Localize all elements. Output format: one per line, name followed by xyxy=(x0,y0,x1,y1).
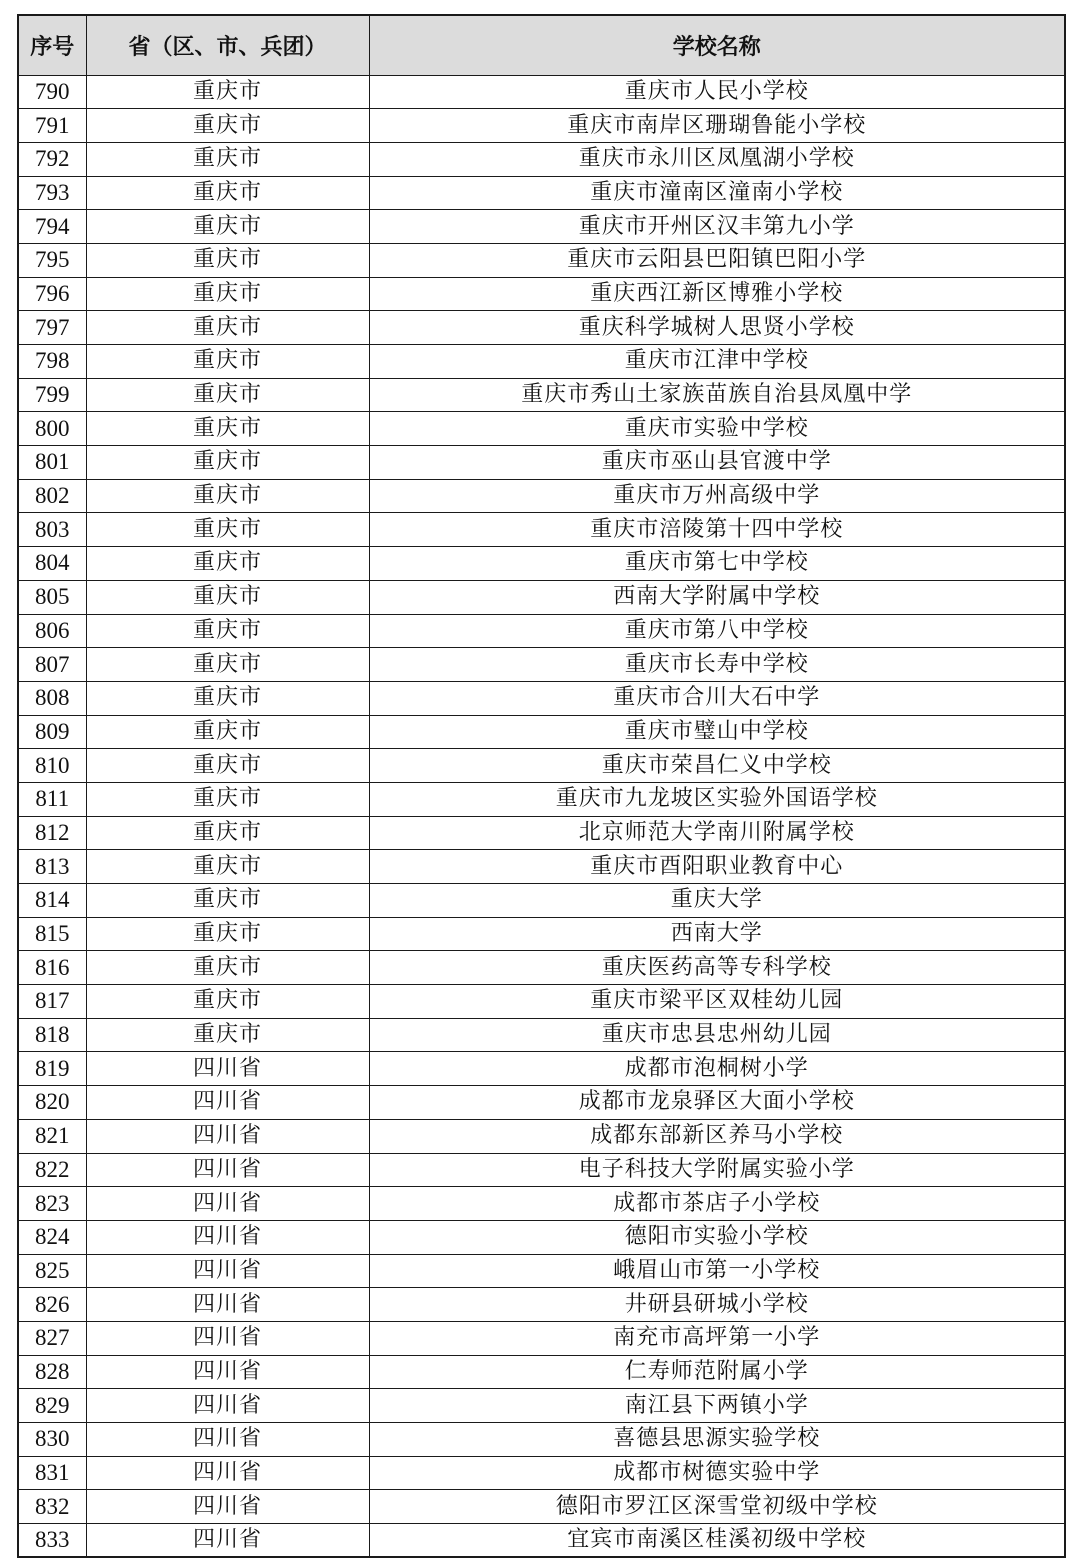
cell-seq: 826 xyxy=(18,1288,86,1322)
cell-seq: 791 xyxy=(18,109,86,143)
cell-school-name: 电子科技大学附属实验小学 xyxy=(369,1153,1065,1187)
cell-province: 四川省 xyxy=(86,1490,369,1524)
cell-province: 重庆市 xyxy=(86,648,369,682)
cell-school-name: 重庆市第七中学校 xyxy=(369,547,1065,581)
cell-seq: 790 xyxy=(18,75,86,109)
table-row xyxy=(18,210,1065,244)
cell-province: 重庆市 xyxy=(86,547,369,581)
cell-school-name: 重庆市荣昌仁义中学校 xyxy=(369,749,1065,783)
cell-school-name: 成都市泡桐树小学 xyxy=(369,1052,1065,1086)
cell-seq: 818 xyxy=(18,1018,86,1052)
cell-province: 重庆市 xyxy=(86,681,369,715)
cell-school-name: 重庆市开州区汉丰第九小学 xyxy=(369,210,1065,244)
cell-school-name: 重庆市酉阳职业教育中心 xyxy=(369,850,1065,884)
cell-seq: 814 xyxy=(18,884,86,918)
table-row xyxy=(18,749,1065,783)
table-row xyxy=(18,1119,1065,1153)
cell-school-name: 重庆大学 xyxy=(369,884,1065,918)
table-row xyxy=(18,1524,1065,1558)
cell-school-name: 重庆市江津中学校 xyxy=(369,345,1065,379)
cell-school-name: 重庆市第八中学校 xyxy=(369,614,1065,648)
cell-seq: 829 xyxy=(18,1389,86,1423)
table-row xyxy=(18,142,1065,176)
cell-province: 重庆市 xyxy=(86,479,369,513)
cell-province: 四川省 xyxy=(86,1288,369,1322)
cell-school-name: 重庆市长寿中学校 xyxy=(369,648,1065,682)
cell-seq: 809 xyxy=(18,715,86,749)
cell-province: 重庆市 xyxy=(86,345,369,379)
cell-seq: 832 xyxy=(18,1490,86,1524)
header-school-name: 学校名称 xyxy=(369,15,1065,75)
cell-province: 重庆市 xyxy=(86,884,369,918)
cell-seq: 830 xyxy=(18,1423,86,1457)
cell-province: 四川省 xyxy=(86,1389,369,1423)
cell-seq: 793 xyxy=(18,176,86,210)
cell-seq: 801 xyxy=(18,446,86,480)
cell-seq: 810 xyxy=(18,749,86,783)
cell-school-name: 重庆市璧山中学校 xyxy=(369,715,1065,749)
cell-school-name: 重庆市云阳县巴阳镇巴阳小学 xyxy=(369,243,1065,277)
table-row xyxy=(18,580,1065,614)
table-row xyxy=(18,277,1065,311)
table-row xyxy=(18,614,1065,648)
cell-school-name: 南充市高坪第一小学 xyxy=(369,1321,1065,1355)
table-row xyxy=(18,782,1065,816)
cell-province: 重庆市 xyxy=(86,176,369,210)
cell-school-name: 喜德县思源实验学校 xyxy=(369,1423,1065,1457)
cell-school-name: 重庆科学城树人思贤小学校 xyxy=(369,311,1065,345)
cell-school-name: 重庆市合川大石中学 xyxy=(369,681,1065,715)
cell-seq: 819 xyxy=(18,1052,86,1086)
table-body xyxy=(18,75,1065,1557)
table-row xyxy=(18,1355,1065,1389)
cell-seq: 808 xyxy=(18,681,86,715)
cell-province: 重庆市 xyxy=(86,412,369,446)
table-row xyxy=(18,176,1065,210)
table-row xyxy=(18,1490,1065,1524)
cell-province: 重庆市 xyxy=(86,243,369,277)
table-row xyxy=(18,1456,1065,1490)
table-row xyxy=(18,1321,1065,1355)
cell-school-name: 成都东部新区养马小学校 xyxy=(369,1119,1065,1153)
cell-seq: 796 xyxy=(18,277,86,311)
cell-province: 四川省 xyxy=(86,1423,369,1457)
cell-province: 重庆市 xyxy=(86,75,369,109)
table-row xyxy=(18,446,1065,480)
cell-seq: 815 xyxy=(18,917,86,951)
cell-seq: 825 xyxy=(18,1254,86,1288)
table-row xyxy=(18,345,1065,379)
table-row xyxy=(18,412,1065,446)
cell-school-name: 重庆市秀山土家族苗族自治县凤凰中学 xyxy=(369,378,1065,412)
table-row xyxy=(18,1389,1065,1423)
table-header xyxy=(18,15,1065,75)
cell-province: 重庆市 xyxy=(86,311,369,345)
cell-province: 四川省 xyxy=(86,1355,369,1389)
cell-school-name: 宜宾市南溪区桂溪初级中学校 xyxy=(369,1524,1065,1558)
cell-school-name: 重庆市巫山县官渡中学 xyxy=(369,446,1065,480)
cell-school-name: 重庆西江新区博雅小学校 xyxy=(369,277,1065,311)
cell-province: 四川省 xyxy=(86,1456,369,1490)
table-row xyxy=(18,513,1065,547)
cell-school-name: 成都市茶店子小学校 xyxy=(369,1187,1065,1221)
table-row xyxy=(18,75,1065,109)
cell-province: 重庆市 xyxy=(86,210,369,244)
table-row xyxy=(18,243,1065,277)
cell-seq: 813 xyxy=(18,850,86,884)
cell-seq: 820 xyxy=(18,1086,86,1120)
cell-school-name: 德阳市罗江区深雪堂初级中学校 xyxy=(369,1490,1065,1524)
table-row xyxy=(18,884,1065,918)
table-row xyxy=(18,1423,1065,1457)
cell-school-name: 重庆市万州高级中学 xyxy=(369,479,1065,513)
cell-school-name: 德阳市实验小学校 xyxy=(369,1220,1065,1254)
cell-seq: 803 xyxy=(18,513,86,547)
cell-school-name: 西南大学附属中学校 xyxy=(369,580,1065,614)
cell-seq: 805 xyxy=(18,580,86,614)
table-row xyxy=(18,1052,1065,1086)
table-row xyxy=(18,1086,1065,1120)
cell-province: 重庆市 xyxy=(86,749,369,783)
cell-school-name: 重庆市潼南区潼南小学校 xyxy=(369,176,1065,210)
cell-school-name: 重庆市九龙坡区实验外国语学校 xyxy=(369,782,1065,816)
cell-school-name: 重庆市涪陵第十四中学校 xyxy=(369,513,1065,547)
cell-province: 四川省 xyxy=(86,1321,369,1355)
cell-seq: 833 xyxy=(18,1524,86,1558)
cell-school-name: 重庆市忠县忠州幼儿园 xyxy=(369,1018,1065,1052)
cell-province: 重庆市 xyxy=(86,378,369,412)
cell-seq: 828 xyxy=(18,1355,86,1389)
cell-seq: 798 xyxy=(18,345,86,379)
cell-province: 重庆市 xyxy=(86,985,369,1019)
table-row xyxy=(18,109,1065,143)
cell-school-name: 西南大学 xyxy=(369,917,1065,951)
cell-province: 重庆市 xyxy=(86,446,369,480)
cell-seq: 799 xyxy=(18,378,86,412)
cell-province: 四川省 xyxy=(86,1052,369,1086)
table-row xyxy=(18,850,1065,884)
cell-school-name: 重庆市实验中学校 xyxy=(369,412,1065,446)
cell-school-name: 重庆市人民小学校 xyxy=(369,75,1065,109)
table-row xyxy=(18,547,1065,581)
cell-seq: 822 xyxy=(18,1153,86,1187)
cell-province: 重庆市 xyxy=(86,917,369,951)
cell-school-name: 北京师范大学南川附属学校 xyxy=(369,816,1065,850)
cell-seq: 806 xyxy=(18,614,86,648)
cell-school-name: 重庆市梁平区双桂幼儿园 xyxy=(369,985,1065,1019)
cell-seq: 794 xyxy=(18,210,86,244)
cell-seq: 821 xyxy=(18,1119,86,1153)
cell-province: 重庆市 xyxy=(86,816,369,850)
table-row xyxy=(18,378,1065,412)
cell-province: 重庆市 xyxy=(86,513,369,547)
cell-seq: 824 xyxy=(18,1220,86,1254)
table-row xyxy=(18,917,1065,951)
table-row xyxy=(18,648,1065,682)
cell-school-name: 井研县研城小学校 xyxy=(369,1288,1065,1322)
cell-province: 重庆市 xyxy=(86,614,369,648)
cell-province: 重庆市 xyxy=(86,580,369,614)
cell-school-name: 南江县下两镇小学 xyxy=(369,1389,1065,1423)
table-row xyxy=(18,715,1065,749)
cell-school-name: 重庆医药高等专科学校 xyxy=(369,951,1065,985)
table-row xyxy=(18,1254,1065,1288)
cell-seq: 811 xyxy=(18,782,86,816)
cell-province: 四川省 xyxy=(86,1254,369,1288)
cell-seq: 816 xyxy=(18,951,86,985)
header-seq: 序号 xyxy=(18,15,86,75)
cell-province: 重庆市 xyxy=(86,1018,369,1052)
cell-school-name: 成都市树德实验中学 xyxy=(369,1456,1065,1490)
table-row xyxy=(18,1153,1065,1187)
cell-seq: 797 xyxy=(18,311,86,345)
cell-province: 四川省 xyxy=(86,1524,369,1558)
header-row xyxy=(18,15,1065,75)
cell-seq: 823 xyxy=(18,1187,86,1221)
table-row xyxy=(18,951,1065,985)
cell-province: 重庆市 xyxy=(86,782,369,816)
cell-province: 四川省 xyxy=(86,1086,369,1120)
cell-province: 重庆市 xyxy=(86,142,369,176)
cell-seq: 800 xyxy=(18,412,86,446)
cell-province: 四川省 xyxy=(86,1153,369,1187)
cell-province: 重庆市 xyxy=(86,715,369,749)
table-row xyxy=(18,985,1065,1019)
cell-seq: 802 xyxy=(18,479,86,513)
cell-province: 四川省 xyxy=(86,1187,369,1221)
cell-school-name: 重庆市永川区凤凰湖小学校 xyxy=(369,142,1065,176)
cell-seq: 795 xyxy=(18,243,86,277)
table-row xyxy=(18,479,1065,513)
table-row xyxy=(18,1220,1065,1254)
cell-seq: 827 xyxy=(18,1321,86,1355)
cell-school-name: 峨眉山市第一小学校 xyxy=(369,1254,1065,1288)
table-row xyxy=(18,311,1065,345)
school-list-table-container xyxy=(17,14,1064,1558)
cell-school-name: 仁寿师范附属小学 xyxy=(369,1355,1065,1389)
cell-province: 重庆市 xyxy=(86,109,369,143)
table-row xyxy=(18,816,1065,850)
header-province: 省（区、市、兵团） xyxy=(86,15,369,75)
table-row xyxy=(18,1018,1065,1052)
cell-province: 四川省 xyxy=(86,1119,369,1153)
cell-province: 四川省 xyxy=(86,1220,369,1254)
table-row xyxy=(18,1187,1065,1221)
cell-seq: 804 xyxy=(18,547,86,581)
cell-province: 重庆市 xyxy=(86,277,369,311)
cell-seq: 807 xyxy=(18,648,86,682)
cell-seq: 792 xyxy=(18,142,86,176)
table-row xyxy=(18,1288,1065,1322)
school-list-table xyxy=(17,14,1066,1558)
table-row xyxy=(18,681,1065,715)
cell-province: 重庆市 xyxy=(86,951,369,985)
cell-school-name: 重庆市南岸区珊瑚鲁能小学校 xyxy=(369,109,1065,143)
cell-seq: 817 xyxy=(18,985,86,1019)
cell-seq: 812 xyxy=(18,816,86,850)
cell-school-name: 成都市龙泉驿区大面小学校 xyxy=(369,1086,1065,1120)
cell-province: 重庆市 xyxy=(86,850,369,884)
cell-seq: 831 xyxy=(18,1456,86,1490)
